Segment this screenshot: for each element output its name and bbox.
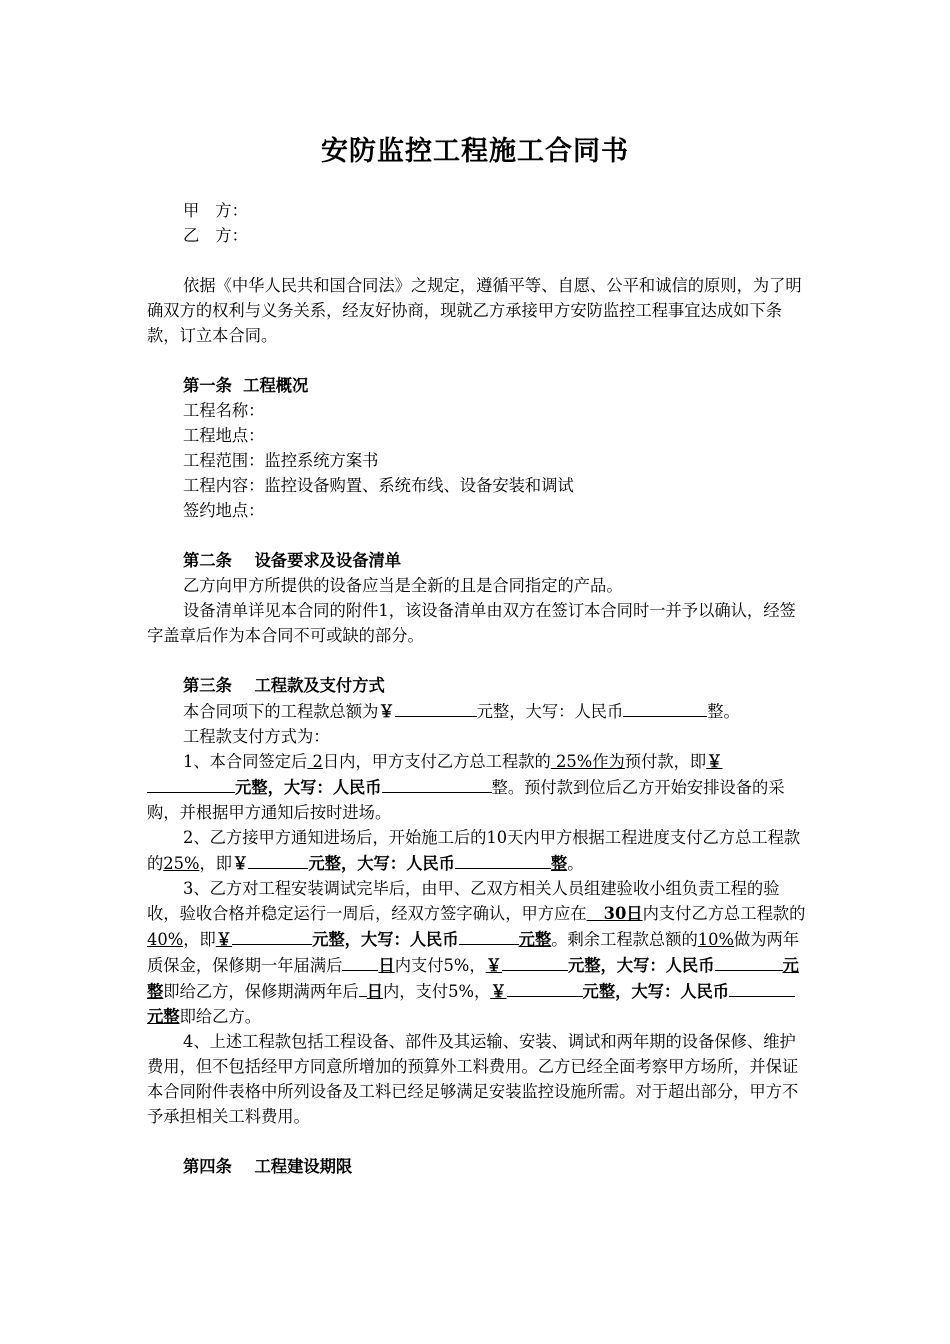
article-3-heading: 第三条 工程款及支付方式 — [183, 676, 385, 695]
party-a-colon: 方： — [215, 201, 248, 220]
yen-sign: ￥ — [485, 956, 502, 975]
amount-words-blank — [459, 926, 519, 945]
clause-text: 3、乙方对工程安装调试完毕后，由甲、乙双方相关人员组建验收小组负责工程的验收，验收合格并稳定运行一周后，经双方签字确认，甲方应在 — [147, 879, 780, 923]
amount-blank — [248, 850, 308, 869]
percent-value: 25% — [163, 854, 200, 873]
party-b-line — [147, 223, 807, 248]
party-b-label: 乙 — [183, 226, 200, 245]
clause-text: 元整，大写：人民币 — [312, 930, 459, 949]
clause-text: 内，支付5%， — [382, 982, 491, 1001]
amount-words-blank — [382, 774, 492, 793]
clause-text: 。 — [567, 854, 584, 873]
amount-words-blank — [455, 850, 551, 869]
clause-text: 日内，甲方支付乙方总工程款的 — [322, 752, 551, 771]
clause-text: 元整，大写：人民币 — [567, 956, 715, 975]
clause-text: ，即 — [199, 854, 233, 873]
document-body — [147, 198, 807, 1179]
yen-sign: ￥ — [490, 982, 507, 1001]
clause-text: 整 — [550, 854, 568, 873]
article-1-heading: 第一条 工程概况 — [183, 376, 309, 395]
days-value — [587, 904, 627, 923]
sign-place-line: 签约地点： — [183, 501, 265, 520]
party-b-colon: 方： — [215, 226, 248, 245]
clause-4-paragraph: 4、上述工程款包括工程设备、部件及其运输、安装、调试和两年期的设备保修、维护费用，但不包括经甲方同意所增加的预算外工料费用。乙方已经全面考察甲方场所，并保证本合同附件表格中所列设备及工料已经足够满足安装监控设施所需。对于超出部分，甲方不予承担相关工料费用。 — [147, 1032, 799, 1126]
total-amount-text: 整。 — [707, 702, 740, 721]
preamble-paragraph: 依据《中华人民共和国合同法》之规定，遵循平等、自愿、公平和诚信的原则，为了明确双方的权利与义务关系，经友好协商，现就乙方承接甲方安防监控工程事宜达成如下条款，订立本合同。 — [147, 276, 802, 345]
amount-words-blank — [729, 978, 795, 997]
days-value — [307, 752, 323, 771]
clause-2-paragraph — [147, 825, 807, 876]
amount-words-blank — [715, 952, 783, 971]
clause-text: 1、本合同签定后 — [183, 752, 308, 771]
amount-blank — [147, 774, 235, 793]
clause-text: 元整，大写：人民币 — [308, 854, 455, 873]
clause-text: 预付款，即 — [624, 752, 707, 771]
clause-1-paragraph — [147, 749, 807, 825]
clause-text: 即给乙方，保修期满两年后 — [163, 982, 359, 1001]
amount-blank — [232, 926, 312, 945]
clause-text: 即给乙方。 — [179, 1007, 261, 1026]
yen-sign: ￥ — [232, 854, 249, 873]
clause-text: 内支付乙方总工程款的 — [642, 904, 806, 923]
percent-value: 40% — [147, 930, 184, 949]
amount-blank — [502, 952, 568, 971]
clause-text: 元整 — [147, 956, 799, 1001]
amount-blank — [507, 978, 583, 997]
percent-value — [551, 752, 625, 771]
days-blank — [342, 952, 378, 971]
total-amount-line — [147, 698, 807, 724]
clause-text: 元整，大写：人民币 — [235, 778, 382, 797]
project-content-line: 工程内容：监控设备购置、系统布线、设备安装和调试 — [183, 476, 574, 495]
clause-text: 日 — [366, 982, 383, 1001]
days-number: 30 — [603, 904, 627, 923]
clause-text: 。剩余工程款总额的 — [551, 930, 698, 949]
article-2-heading: 第二条 设备要求及设备清单 — [183, 551, 402, 570]
total-amount-text: 元整，大写：人民币 — [476, 702, 624, 721]
clause-text: 整。预付款到位后乙方开始安排设备的采购，并根据甲方通知后按时进场。 — [147, 778, 785, 822]
clause-text: 2、乙方接甲方通知进场后，开始施工后的10天内甲方根据工程进度支付乙方总工程款的 — [147, 828, 801, 873]
clause-text: 元 — [518, 930, 535, 949]
total-amount-text: 本合同项下的工程款总额为 — [183, 702, 379, 721]
clause-text: ，即 — [183, 930, 216, 949]
amount-words-blank — [623, 698, 707, 717]
yen-sign: ￥ — [378, 702, 395, 721]
payment-method-line: 工程款支付方式为： — [183, 727, 330, 746]
party-a-label: 甲 — [183, 201, 200, 220]
clause-text: 内支付5%， — [394, 956, 486, 975]
article-2-paragraph-2: 设备清单详见本合同的附件1，该设备清单由双方在签订本合同时一并予以确认，经签字盖章后作为本合同不可或缺的部分。 — [147, 601, 796, 645]
clause-text: 元整，大写：人民币 — [582, 982, 730, 1001]
yen-sign: ￥ — [706, 752, 723, 771]
project-scope-line: 工程范围：监控系统方案书 — [183, 451, 379, 470]
clause-text: 做为两年质保金，保修期一年届满后 — [147, 930, 800, 975]
party-a-line — [147, 198, 807, 223]
amount-blank — [395, 698, 477, 717]
article-2-paragraph-1: 乙方向甲方所提供的设备应当是全新的且是合同指定的产品。 — [183, 576, 623, 595]
clause-3-paragraph — [147, 876, 807, 1029]
project-location-line: 工程地点： — [183, 426, 265, 445]
days-blank — [359, 978, 367, 997]
yen-sign: ￥ — [215, 930, 233, 949]
clause-text: 日 — [378, 956, 395, 975]
percent-value: 10% — [697, 930, 734, 949]
percent-number: 25%作为 — [556, 752, 625, 771]
document-title: 安防监控工程施工合同书 — [321, 136, 629, 167]
days-number: 2 — [312, 752, 323, 771]
article-4-heading: 第四条 工程建设期限 — [183, 1157, 353, 1176]
clause-text: 日 — [626, 904, 643, 923]
project-name-line: 工程名称： — [183, 401, 265, 420]
clause-text: 元整 — [147, 1007, 180, 1026]
clause-text: 整 — [534, 930, 552, 949]
